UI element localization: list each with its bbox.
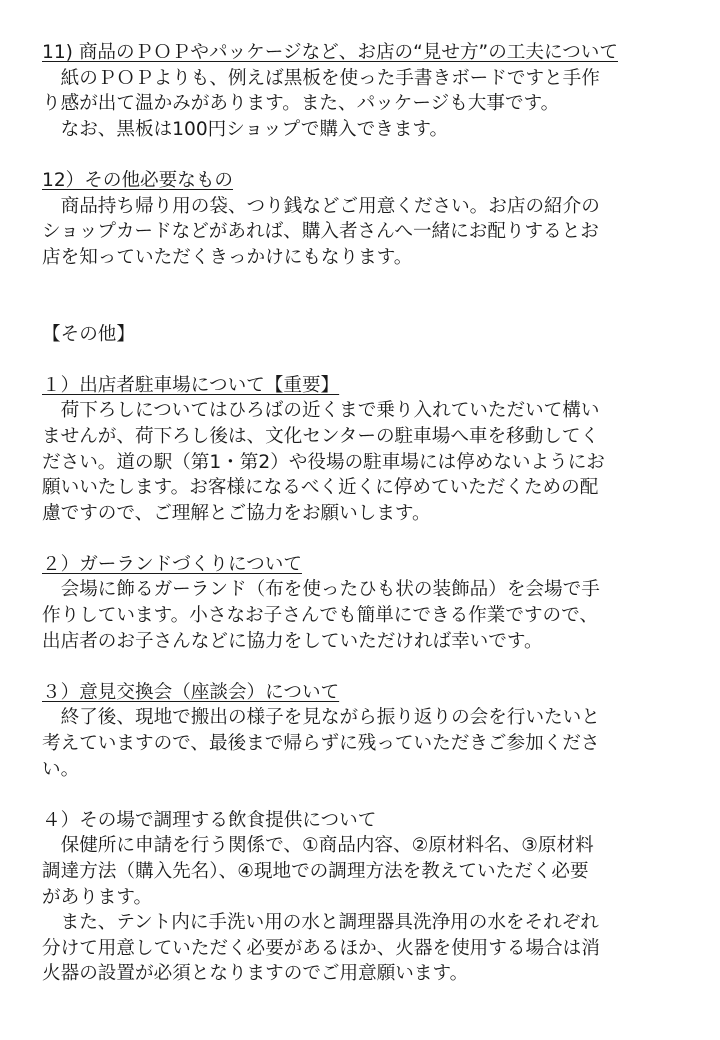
section-heading: ２）ガーランドづくりについて — [42, 553, 302, 575]
body-line: 願いいたします。お客様になるべく近くに停めていただくための配 — [42, 477, 599, 499]
body-line: ださい。道の駅（第1・第2）や役場の駐車場には停めないようにお — [42, 451, 605, 473]
section-garland — [42, 552, 688, 654]
body-line: 荷下ろしについてはひろばの近くまで乗り入れていただいて構い — [42, 400, 600, 422]
other-title: 【その他】 — [42, 323, 135, 345]
section-heading: ３）意見交換会（座談会）について — [42, 681, 340, 703]
body-line: 考えていますので、最後まで帰らずに残っていただきご参加くださ — [42, 733, 600, 755]
section-other-needs — [42, 168, 688, 270]
body-line: 紙のＰＯＰよりも、例えば黒板を使った手書きボードですと手作 — [42, 67, 600, 89]
body-line: 終了後、現地で搬出の様子を見ながら振り返りの会を行いたいと — [42, 707, 600, 729]
body-line: ショップカードなどがあれば、購入者さんへ一緒にお配りするとお — [42, 221, 599, 243]
document-page — [42, 40, 688, 987]
body-line: また、テント内に手洗い用の水と調理器具洗浄用の水をそれぞれ — [42, 912, 599, 934]
body-line: なお、黒板は100円ショップで購入できます。 — [42, 118, 449, 140]
body-line: い。 — [42, 758, 80, 780]
section-heading: 12）その他必要なもの — [42, 169, 234, 191]
body-line: 作りしています。小さなお子さんでも簡単にできる作業ですので、 — [42, 605, 598, 627]
body-line: 火器の設置が必須となりますのでご用意願います。 — [42, 963, 469, 985]
body-line: 会場に飾るガーランド（布を使ったひも状の装飾品）を会場で手 — [42, 579, 600, 601]
section-heading: １）出店者駐車場について【重要】 — [42, 374, 340, 396]
body-line: ませんが、荷下ろし後は、文化センターの駐車場へ車を移動してく — [42, 425, 600, 447]
section-food — [42, 808, 688, 987]
section-heading: ４）その場で調理する飲食提供について — [42, 809, 377, 831]
section-parking — [42, 373, 688, 527]
body-line: り感が出て温かみがあります。また、パッケージも大事です。 — [42, 93, 560, 115]
body-line: 店を知っていただくきっかけにもなります。 — [42, 246, 413, 268]
body-line: 調達方法（購入先名）、④現地での調理方法を教えていただく必要 — [42, 861, 589, 882]
body-line: 慮ですので、ご理解とご協力をお願いします。 — [42, 502, 431, 524]
section-pop — [42, 40, 688, 142]
other-title-block — [42, 322, 688, 348]
body-line: があります。 — [42, 886, 153, 908]
body-line: 出店者のお子さんなどに協力をしていただければ幸いです。 — [42, 630, 543, 652]
body-line: 商品持ち帰り用の袋、つり銭などご用意ください。お店の紹介の — [42, 195, 600, 217]
body-line: 保健所に申請を行う関係で、①商品内容、②原材料名、③原材料 — [42, 835, 594, 857]
body-line: 分けて用意していただく必要があるほか、火器を使用する場合は消 — [42, 937, 600, 959]
section-meeting — [42, 680, 688, 782]
section-heading: 11) 商品のＰＯＰやパッケージなど、お店の“見せ方”の工夫について — [42, 42, 618, 63]
